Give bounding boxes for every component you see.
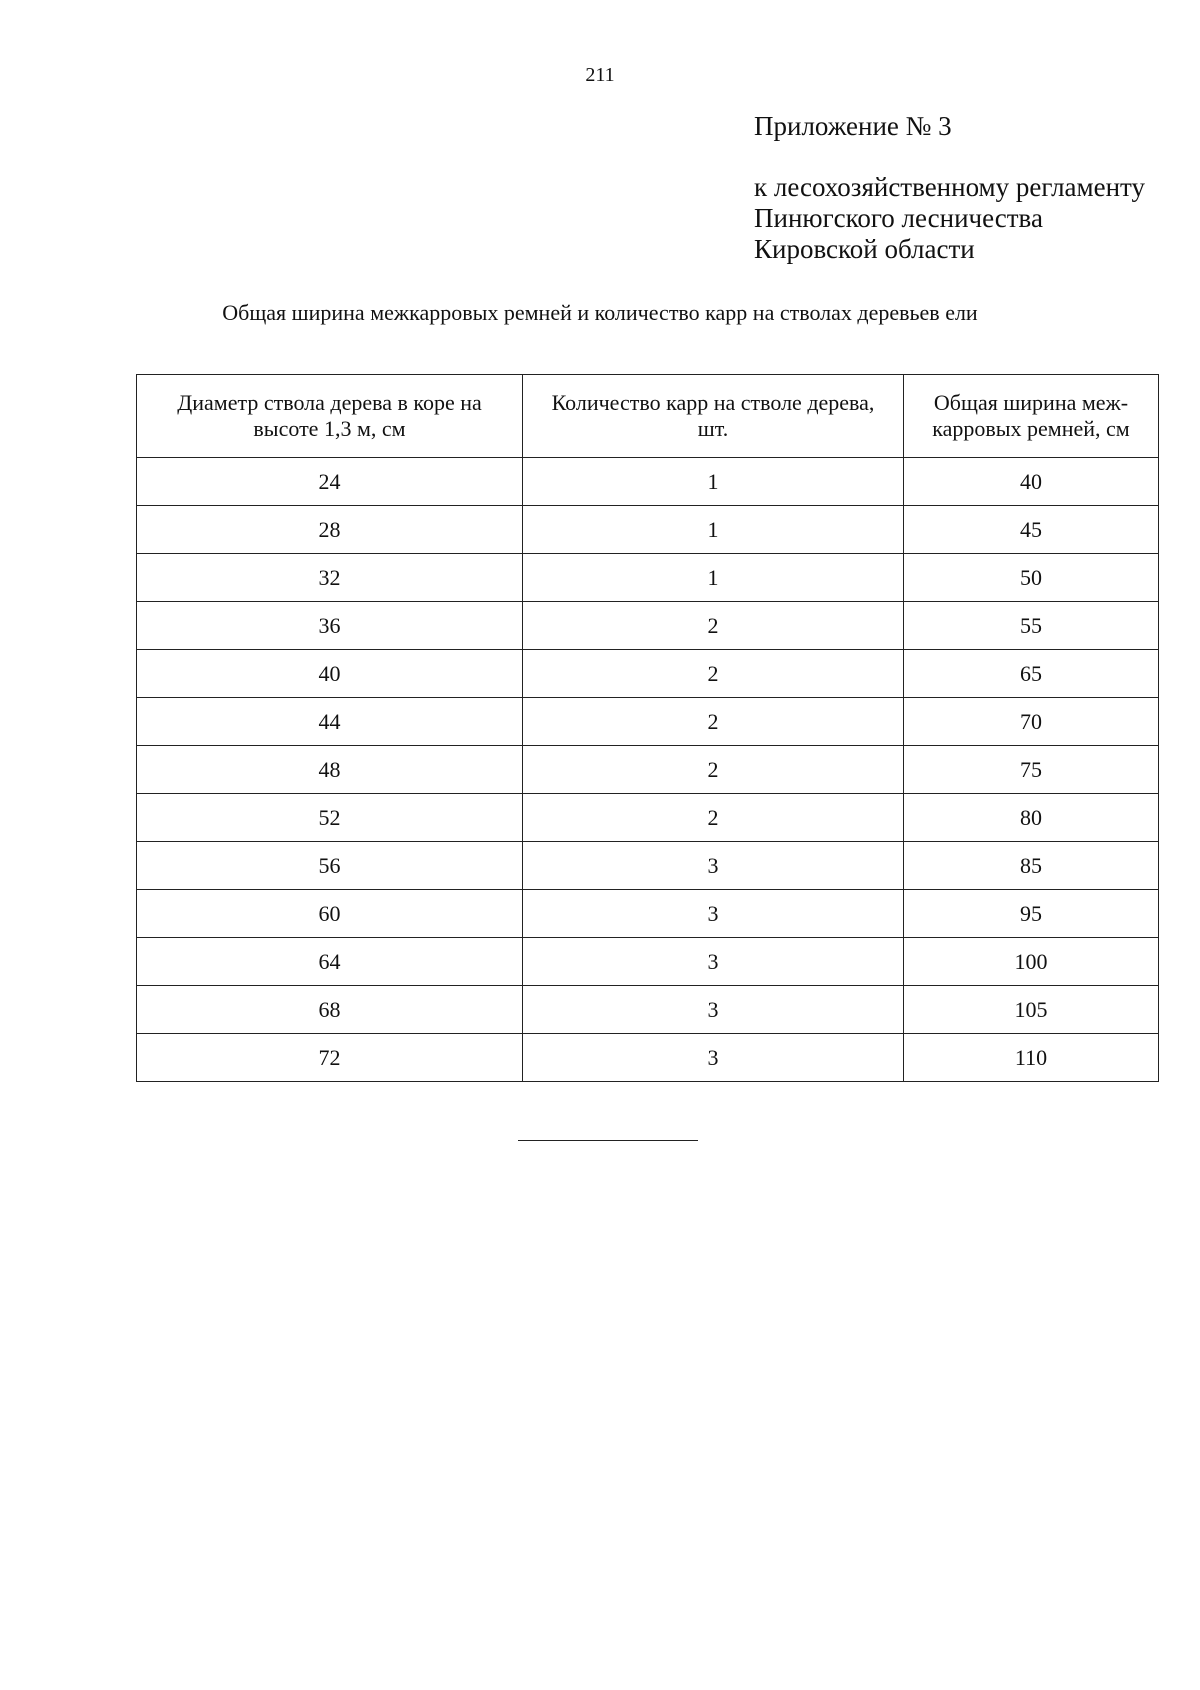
divider-line <box>518 1140 698 1141</box>
cell-count: 3 <box>523 938 904 986</box>
cell-diameter: 56 <box>137 842 523 890</box>
cell-count: 1 <box>523 458 904 506</box>
cell-count: 1 <box>523 506 904 554</box>
table-row <box>137 890 1159 938</box>
table-row <box>137 986 1159 1034</box>
cell-count: 3 <box>523 890 904 938</box>
regulation-line: Кировской области <box>754 234 975 264</box>
cell-diameter: 60 <box>137 890 523 938</box>
cell-diameter: 64 <box>137 938 523 986</box>
cell-count: 2 <box>523 698 904 746</box>
cell-width: 70 <box>904 698 1159 746</box>
header-count-line2: шт. <box>697 416 729 441</box>
cell-diameter: 72 <box>137 1034 523 1082</box>
data-table-container <box>136 374 1158 1082</box>
cell-count: 1 <box>523 554 904 602</box>
table-header-row <box>137 375 1159 458</box>
cell-diameter: 52 <box>137 794 523 842</box>
header-diameter <box>137 375 523 458</box>
cell-diameter: 68 <box>137 986 523 1034</box>
cell-diameter: 28 <box>137 506 523 554</box>
cell-width: 100 <box>904 938 1159 986</box>
header-count <box>523 375 904 458</box>
regulation-line: Пинюгского лесничества <box>754 203 1043 233</box>
table-row <box>137 602 1159 650</box>
cell-width: 55 <box>904 602 1159 650</box>
cell-width: 105 <box>904 986 1159 1034</box>
regulation-reference <box>754 172 1145 265</box>
table-row <box>137 842 1159 890</box>
header-diameter-line2: высоте 1,3 м, см <box>253 416 406 441</box>
header-width-line2: карровых ремней, см <box>932 416 1130 441</box>
data-table <box>136 374 1159 1082</box>
cell-count: 3 <box>523 842 904 890</box>
cell-count: 2 <box>523 602 904 650</box>
cell-width: 75 <box>904 746 1159 794</box>
table-row <box>137 554 1159 602</box>
cell-count: 2 <box>523 794 904 842</box>
cell-count: 3 <box>523 986 904 1034</box>
table-body <box>137 458 1159 1082</box>
header-width <box>904 375 1159 458</box>
table-row <box>137 938 1159 986</box>
appendix-title: Приложение № 3 <box>754 111 952 141</box>
header-width-line1: Общая ширина меж- <box>933 390 1129 415</box>
cell-width: 110 <box>904 1034 1159 1082</box>
table-title: Общая ширина межкарровых ремней и количество карр на стволах деревьев ели <box>222 300 978 325</box>
cell-width: 65 <box>904 650 1159 698</box>
page-number: 211 <box>585 64 615 86</box>
header-diameter-line1: Диаметр ствола дерева в коре на <box>177 390 482 415</box>
table-row <box>137 746 1159 794</box>
cell-diameter: 48 <box>137 746 523 794</box>
cell-diameter: 24 <box>137 458 523 506</box>
cell-count: 3 <box>523 1034 904 1082</box>
cell-diameter: 40 <box>137 650 523 698</box>
cell-width: 50 <box>904 554 1159 602</box>
cell-diameter: 36 <box>137 602 523 650</box>
table-row <box>137 650 1159 698</box>
table-row <box>137 698 1159 746</box>
table-row <box>137 506 1159 554</box>
cell-diameter: 32 <box>137 554 523 602</box>
table-row <box>137 1034 1159 1082</box>
cell-count: 2 <box>523 650 904 698</box>
cell-width: 80 <box>904 794 1159 842</box>
cell-width: 45 <box>904 506 1159 554</box>
cell-diameter: 44 <box>137 698 523 746</box>
cell-width: 85 <box>904 842 1159 890</box>
table-row <box>137 458 1159 506</box>
table-row <box>137 794 1159 842</box>
header-count-line1: Количество карр на стволе дерева, <box>551 390 875 415</box>
cell-width: 40 <box>904 458 1159 506</box>
regulation-line: к лесохозяйственному регламенту <box>754 172 1145 202</box>
cell-count: 2 <box>523 746 904 794</box>
cell-width: 95 <box>904 890 1159 938</box>
